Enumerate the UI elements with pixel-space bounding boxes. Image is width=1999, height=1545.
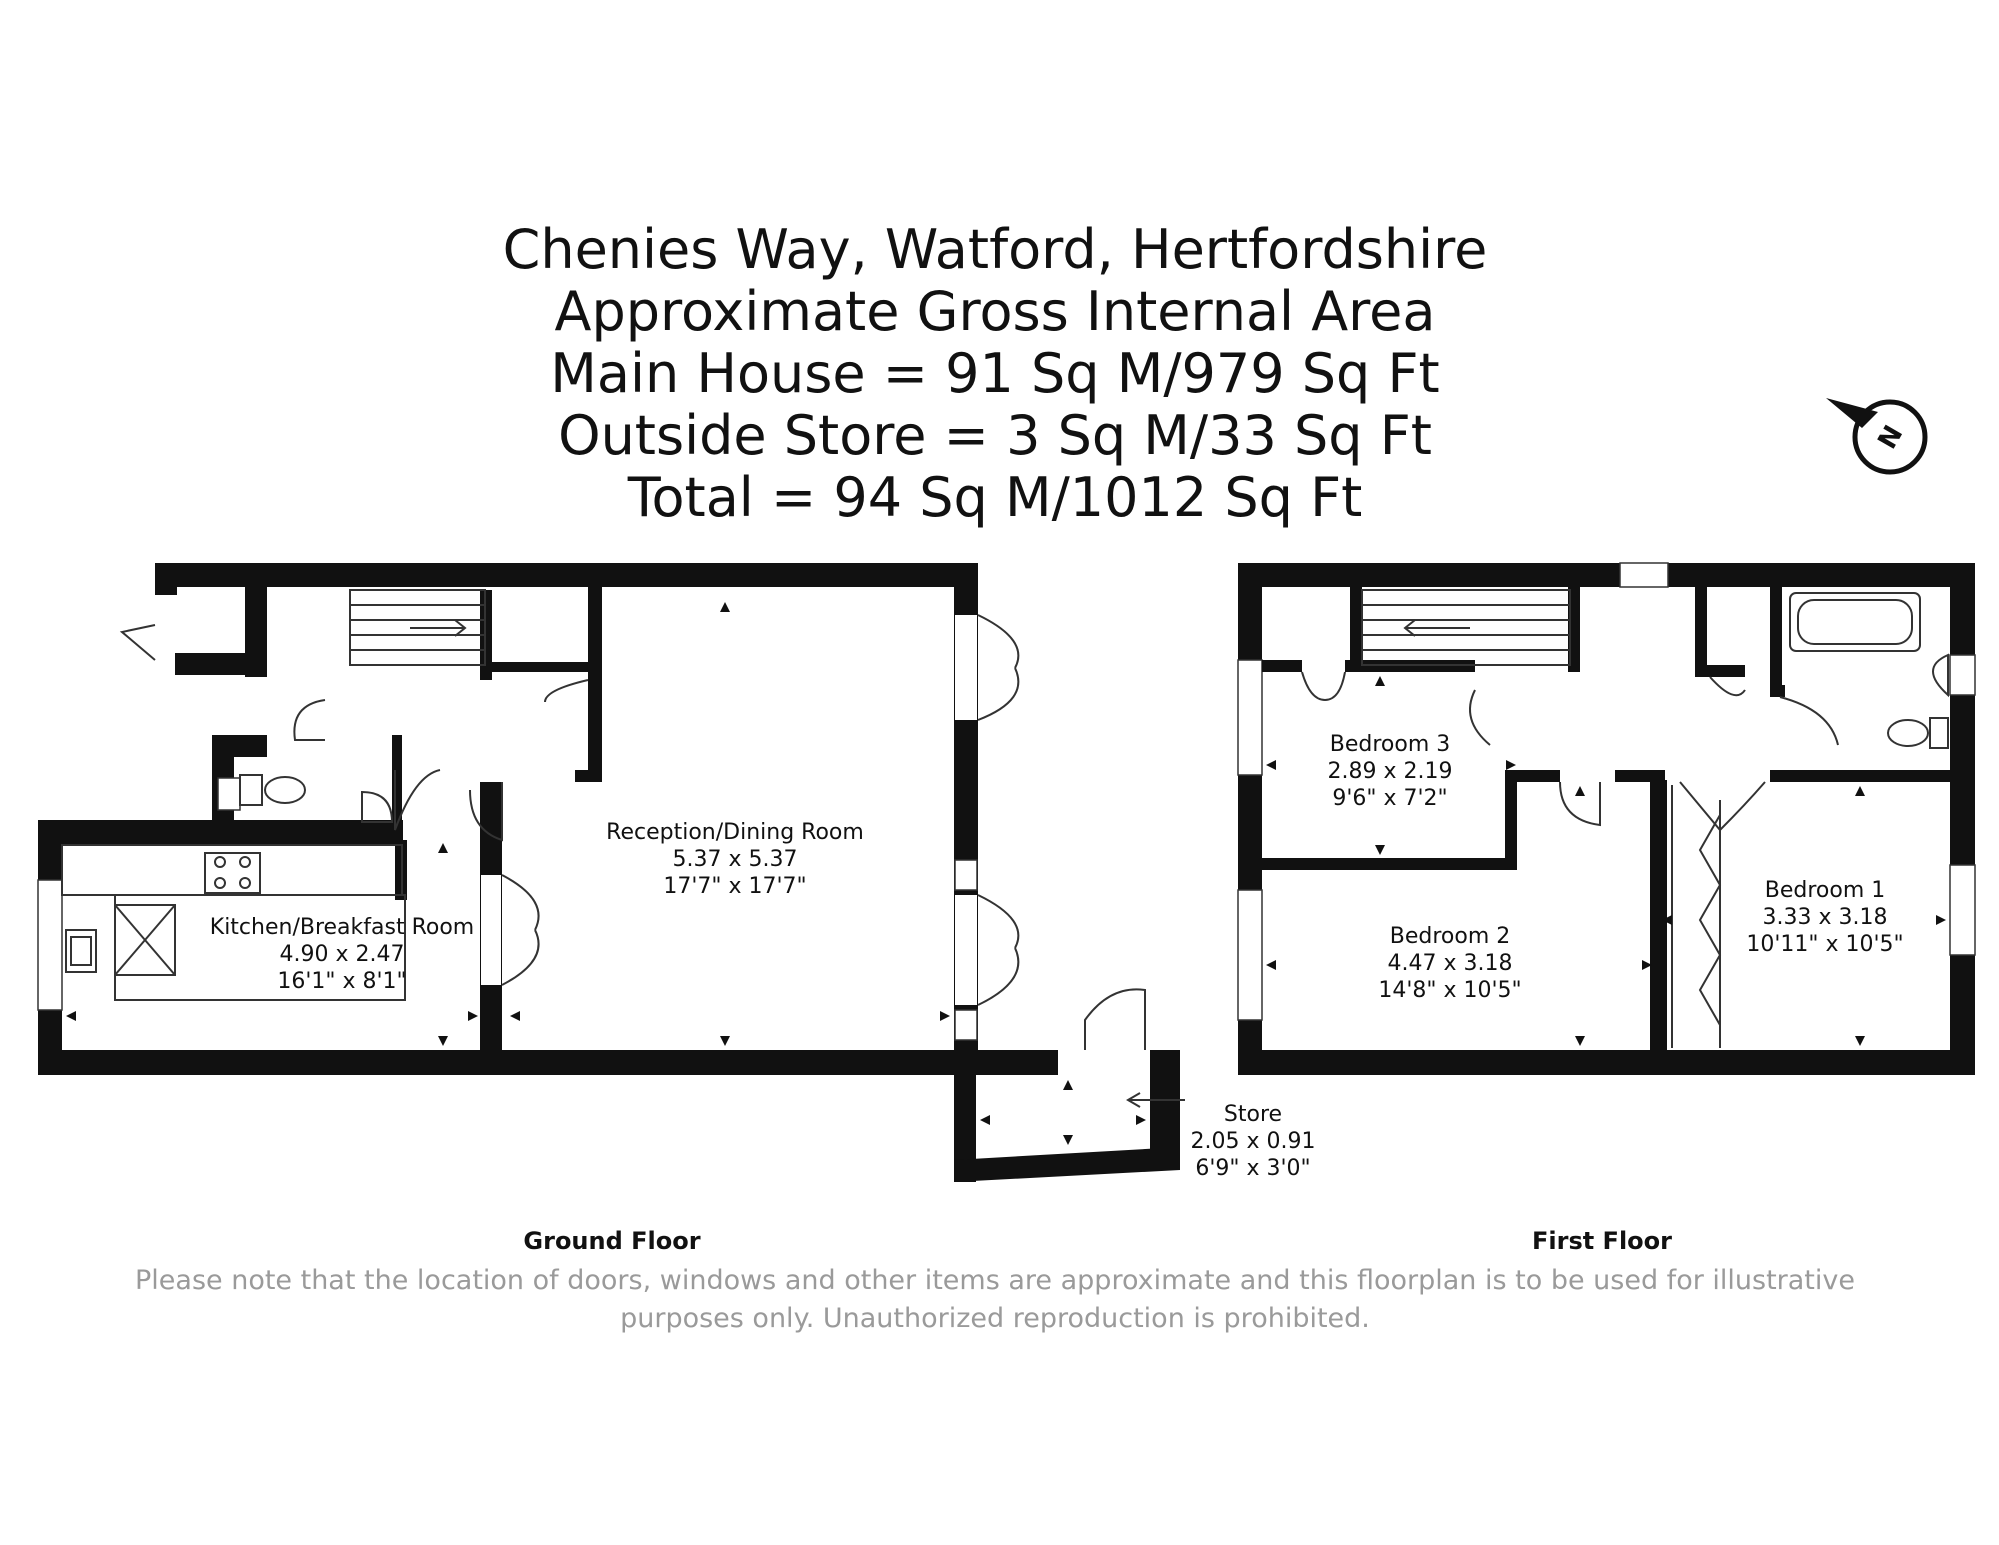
- room-name-store: Store: [1223, 1102, 1283, 1127]
- wall: [38, 820, 403, 844]
- wall: [488, 662, 588, 672]
- window: [1950, 865, 1975, 955]
- wall: [480, 782, 492, 842]
- door-opening: [955, 615, 977, 720]
- window: [1620, 563, 1668, 587]
- room-imperial-bedroom3: 9'6" x 7'2": [1332, 786, 1448, 811]
- double-door-swing: [502, 875, 539, 985]
- wall: [1150, 1050, 1180, 1170]
- stairs: [350, 590, 485, 665]
- wall: [1695, 665, 1745, 677]
- front-door-swing: [122, 625, 155, 660]
- first-floor-plan: [1238, 563, 1975, 1075]
- disclaimer-line-2: purposes only. Unauthorized reproduction is prohibited.: [620, 1303, 1370, 1334]
- wall: [588, 587, 602, 777]
- window: [955, 860, 977, 890]
- basin-icon: [1933, 655, 1948, 695]
- door-swing: [294, 700, 325, 740]
- north-arrow-icon: [1826, 398, 1925, 472]
- header-area-title: Approximate Gross Internal Area: [554, 280, 1436, 343]
- wall: [1505, 770, 1560, 782]
- room-imperial-reception: 17'7" x 17'7": [663, 874, 807, 899]
- wall: [155, 563, 978, 587]
- room-imperial-store: 6'9" x 3'0": [1195, 1156, 1311, 1181]
- door-opening: [1085, 1050, 1150, 1075]
- room-name-bedroom3: Bedroom 3: [1329, 732, 1451, 757]
- stairs: [1362, 590, 1570, 665]
- window: [38, 880, 62, 1010]
- cupboard-door-swing: [1302, 672, 1345, 700]
- wall: [954, 1147, 1180, 1182]
- wall: [1950, 563, 1975, 1075]
- french-door-swing: [978, 615, 1018, 720]
- wall: [1770, 587, 1782, 697]
- basin-icon: [362, 792, 392, 822]
- door-opening: [481, 875, 501, 985]
- wall: [38, 1050, 1058, 1075]
- window: [1238, 660, 1262, 775]
- wall: [575, 770, 602, 782]
- header-total: Total = 94 Sq M/1012 Sq Ft: [627, 466, 1363, 529]
- wardrobe: [1672, 785, 1720, 1048]
- door-swing: [1085, 989, 1145, 1050]
- toilet-icon: [240, 775, 305, 805]
- door-swing: [545, 680, 588, 702]
- room-metric-kitchen: 4.90 x 2.47: [279, 942, 405, 967]
- room-metric-reception: 5.37 x 5.37: [672, 847, 798, 872]
- room-name-reception: Reception/Dining Room: [606, 820, 864, 845]
- room-imperial-bedroom2: 14'8" x 10'5": [1378, 978, 1522, 1003]
- room-name-kitchen: Kitchen/Breakfast Room: [209, 915, 475, 940]
- window: [1238, 890, 1262, 1020]
- header-outside-store: Outside Store = 3 Sq M/33 Sq Ft: [558, 404, 1432, 467]
- wall: [1695, 587, 1707, 675]
- room-name-bedroom2: Bedroom 2: [1389, 924, 1511, 949]
- wall: [1238, 1050, 1975, 1075]
- room-imperial-kitchen: 16'1" x 8'1": [277, 969, 407, 994]
- first-floor-label: First Floor: [1531, 1227, 1673, 1255]
- header-address: Chenies Way, Watford, Hertfordshire: [502, 218, 1488, 281]
- wall: [1770, 685, 1785, 697]
- french-door-swing: [978, 895, 1018, 1005]
- ground-floor-label: Ground Floor: [523, 1227, 701, 1255]
- hob-icon: [205, 853, 260, 893]
- door-swing: [1470, 690, 1490, 745]
- ground-floor-plan: [38, 563, 1315, 1182]
- wall: [1262, 858, 1517, 870]
- room-metric-bedroom2: 4.47 x 3.18: [1387, 951, 1513, 976]
- door-swing: [1680, 782, 1765, 830]
- room-imperial-bedroom1: 10'11" x 10'5": [1746, 932, 1904, 957]
- window: [1950, 655, 1975, 695]
- wall: [1262, 660, 1302, 672]
- wall: [1505, 770, 1517, 870]
- window: [218, 778, 240, 810]
- wall: [1770, 770, 1960, 782]
- bath-icon: [1790, 593, 1920, 651]
- room-metric-store: 2.05 x 0.91: [1190, 1129, 1316, 1154]
- skylight-icon: [115, 905, 175, 975]
- room-metric-bedroom1: 3.33 x 3.18: [1762, 905, 1888, 930]
- room-metric-bedroom3: 2.89 x 2.19: [1327, 759, 1453, 784]
- window: [955, 1010, 977, 1040]
- wall: [245, 587, 267, 677]
- wall: [1655, 780, 1667, 1050]
- disclaimer-line-1: Please note that the location of doors, windows and other items are approximate and this floorplan is to be used for illustrative: [135, 1265, 1855, 1296]
- compass-letter: N: [1872, 420, 1910, 455]
- toilet-icon: [1888, 718, 1948, 748]
- door-swing: [1780, 697, 1838, 745]
- door-swing: [1710, 677, 1745, 695]
- header: [503, 218, 1488, 529]
- door-opening: [955, 895, 977, 1005]
- sink-icon: [66, 930, 96, 972]
- room-name-bedroom1: Bedroom 1: [1764, 878, 1886, 903]
- wall: [1238, 563, 1975, 587]
- wall: [1350, 587, 1362, 672]
- header-main-house: Main House = 91 Sq M/979 Sq Ft: [550, 342, 1440, 405]
- wall: [155, 563, 177, 595]
